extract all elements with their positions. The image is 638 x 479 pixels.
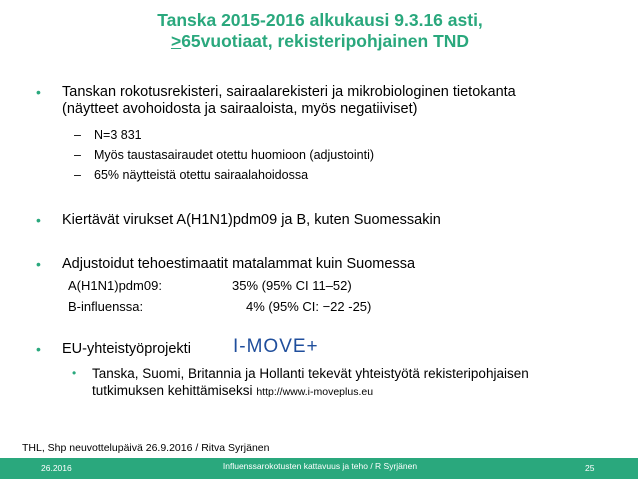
bullet-1-sub-1: N=3 831 (94, 128, 142, 142)
dash-marker-3: – (74, 168, 81, 182)
footer-center-text: Influenssarokotusten kattavuus ja teho / R Syrjänen (222, 461, 418, 471)
slide-credit: THL, Shp neuvottelupäivä 26.9.2016 / Ritva Syrjänen (22, 442, 270, 454)
dash-marker-2: – (74, 148, 81, 162)
bullet-1-line-2: (näytteet avohoidosta ja sairaaloista, myös negatiiviset) (62, 101, 418, 117)
bullet-marker-3: • (36, 256, 41, 272)
bullet-marker-1: • (36, 84, 41, 100)
bullet-4-text: EU-yhteistyöprojekti (62, 341, 191, 357)
ve-row-value-1: 35% (95% CI 11–52) (232, 278, 352, 293)
logo-text: I-MOVE+ (233, 336, 319, 357)
footer-page-number: 25 (585, 463, 595, 473)
bullet-1-sub-3: 65% näytteistä otettu sairaalahoidossa (94, 168, 309, 182)
ve-row-label-2: B-influenssa: (68, 299, 144, 314)
bullet-1-sub-2: Myös taustasairaudet otettu huomioon (adjustointi) (94, 148, 375, 162)
bullet-3-text: Adjustoidut tehoestimaatit matalammat kuin Suomessa (62, 256, 416, 272)
i-move-logo (233, 336, 343, 362)
ve-row-label-1: A(H1N1)pdm09: (68, 278, 162, 293)
ve-row-value-2: 4% (95% CI: −22 -25) (246, 299, 372, 314)
title-line-2 (60, 31, 580, 52)
bullet-marker-2: • (36, 212, 41, 228)
footer-date: 26.2016 (41, 463, 72, 473)
bullet-4-sub-line-2 (92, 382, 373, 401)
title-line-1: Tanska 2015-2016 alkukausi 9.3.16 asti, (157, 10, 483, 30)
imove-url-link[interactable]: http://www.i-moveplus.eu (256, 386, 374, 398)
bullet-marker-4: • (36, 341, 41, 357)
sub-bullet-marker: • (72, 366, 77, 380)
bullet-1-line-1: Tanskan rokotusrekisteri, sairaalarekisteri ja mikrobiologinen tietokanta (62, 84, 516, 100)
title-line-2-text: 65vuotiaat, rekisteripohjainen TND (181, 31, 470, 51)
dash-marker-1: – (74, 128, 81, 142)
bullet-4-sub-line-1: Tanska, Suomi, Britannia ja Hollanti tekevät yhteistyötä rekisteripohjaisen (92, 366, 529, 381)
bullet-4-sub-line-2-text: tutkimuksen kehittämiseksi (92, 383, 253, 398)
slide-title (60, 10, 580, 52)
title-gte-symbol: > (170, 31, 182, 51)
bullet-2-text: Kiertävät virukset A(H1N1)pdm09 ja B, kuten Suomessakin (62, 212, 441, 228)
